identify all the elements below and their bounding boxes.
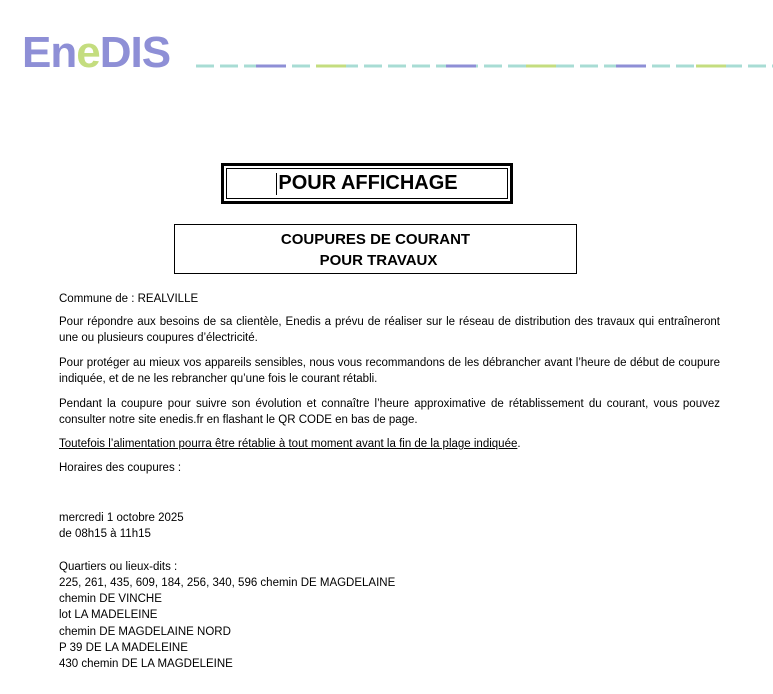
outage-date: mercredi 1 octobre 2025 [59, 512, 184, 524]
enedis-logo [22, 30, 192, 74]
notice-period: . [517, 438, 521, 450]
location-item: P 39 DE LA MADELEINE [59, 642, 188, 654]
commune-line: Commune de : REALVILLE [59, 293, 199, 305]
location-item: chemin DE MAGDELAINE NORD [59, 626, 231, 638]
logo-e: e [76, 30, 100, 74]
title-text: POUR AFFICHAGE [278, 172, 458, 194]
title-box-inner [226, 168, 508, 199]
location-item: chemin DE VINCHE [59, 593, 162, 605]
subtitle-line-2: POUR TRAVAUX [319, 252, 438, 269]
paragraph-3: Pendant la coupure pour suivre son évolution et connaître l’heure approximative de rétablissement du courant, vous pouvez consulter notre site enedis.fr en flashant le QR CODE en bas de page. [59, 398, 720, 426]
location-item: 430 chemin DE LA MAGDELEINE [59, 658, 233, 670]
subtitle-box [174, 224, 577, 274]
title-box [221, 163, 513, 204]
quartiers-label: Quartiers ou lieux-dits : [59, 561, 178, 573]
header-dashed-line [196, 64, 773, 68]
notice-text: Toutefois l’alimentation pourra être rétablie à tout moment avant la fin de la plage indiquée [59, 438, 518, 450]
location-item: lot LA MADELEINE [59, 609, 158, 621]
svg-text:EneDIS [22, 30, 170, 74]
logo-dis: DIS [99, 30, 171, 74]
logo-en: En [22, 30, 77, 74]
location-item: 225, 261, 435, 609, 184, 256, 340, 596 chemin DE MAGDELAINE [59, 577, 396, 589]
horaires-label: Horaires des coupures : [59, 462, 182, 474]
outage-time-range: de 08h15 à 11h15 [59, 528, 151, 540]
text-cursor [276, 173, 277, 195]
notice-line [59, 436, 720, 452]
paragraph-1: Pour répondre aux besoins de sa clientèle, Enedis a prévu de réaliser sur le réseau de distribution des travaux qui entraîneront une ou plusieurs coupures d’électricité. [59, 316, 720, 344]
subtitle-line-1: COUPURES DE COURANT [280, 231, 471, 248]
paragraph-2: Pour protéger au mieux vos appareils sensibles, nous vous recommandons de les débrancher avant l’heure de début de coupure indiquée, et de ne les rebrancher qu’une fois le courant rétabli. [59, 357, 720, 385]
